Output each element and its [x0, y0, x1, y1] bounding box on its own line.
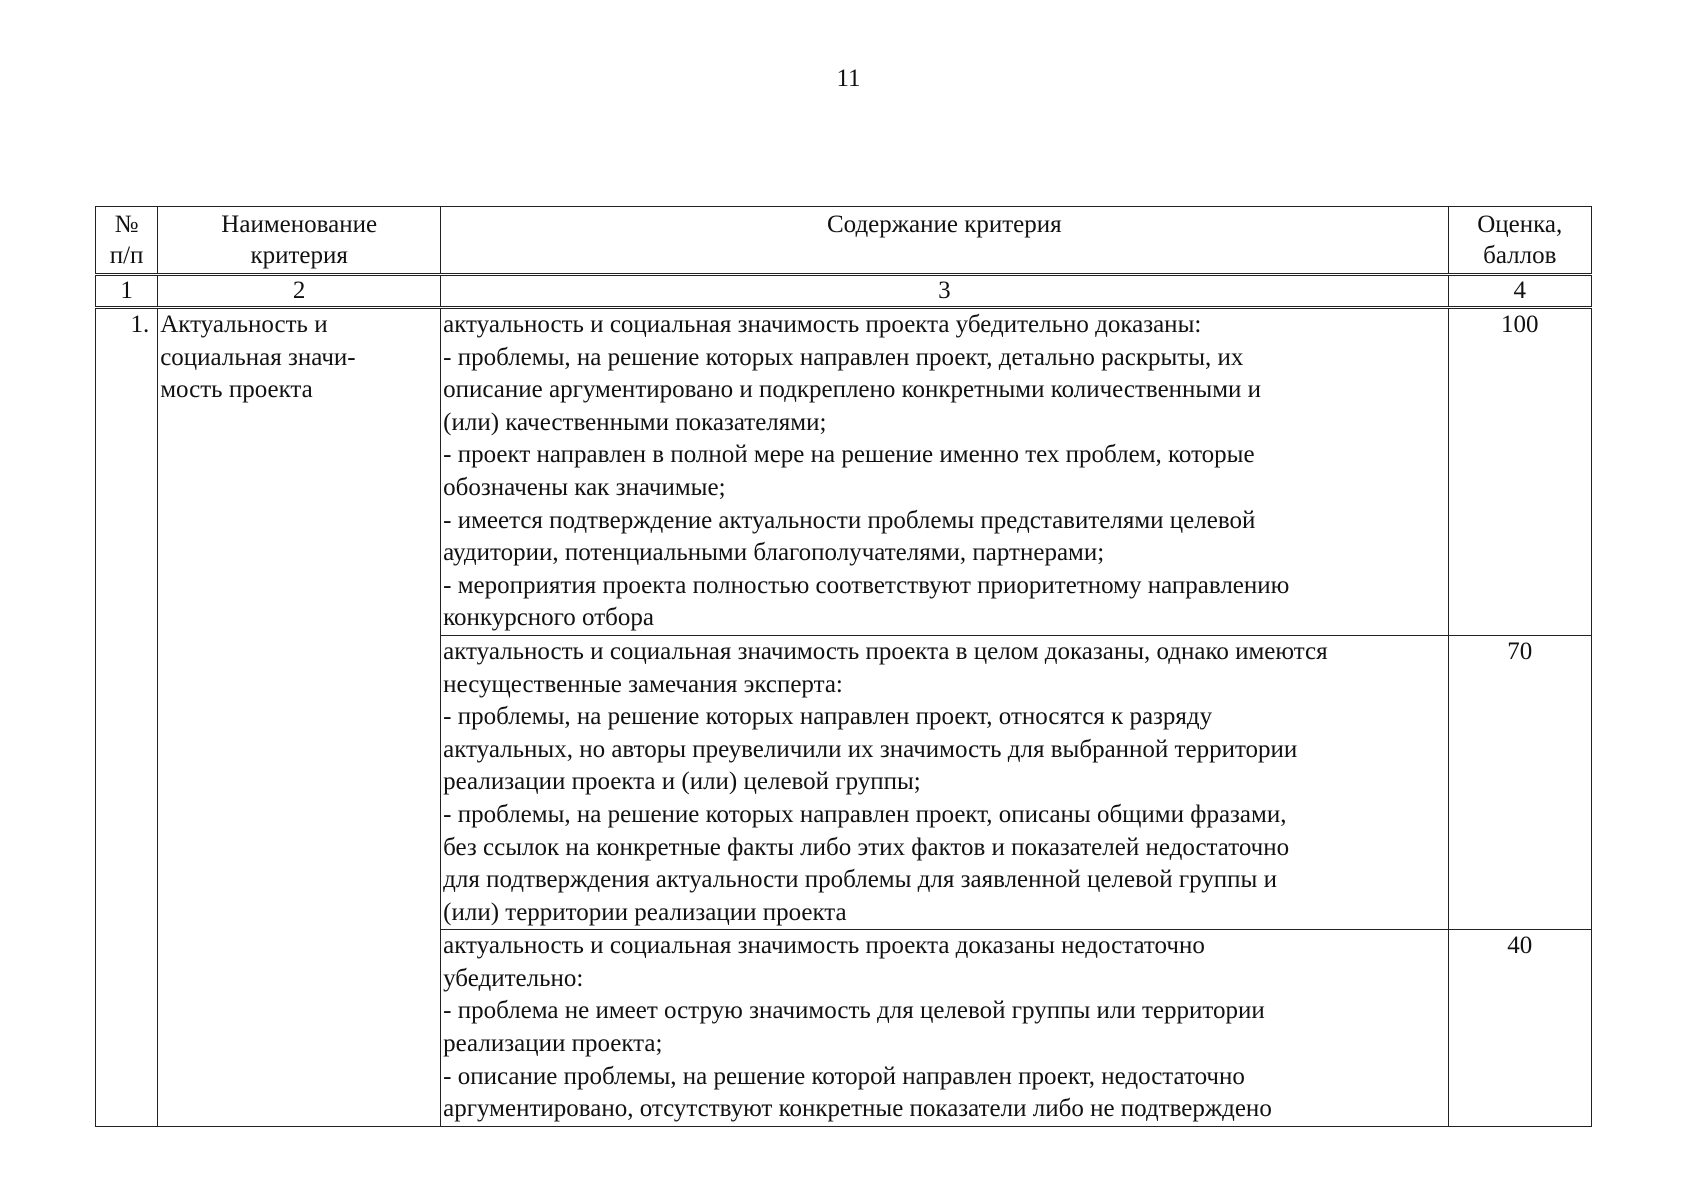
content-line: - проект направлен в полной мере на решение именно тех проблем, которые — [443, 441, 1255, 469]
content-line: - проблемы, на решение которых направлен проект, описаны общими фразами, — [443, 800, 1287, 828]
content-line: для подтверждения актуальности проблемы для заявленной целевой группы и — [443, 866, 1277, 894]
header-score-line: Оценка, — [1477, 211, 1563, 238]
criterion-content-100 — [441, 308, 1448, 636]
column-index-row — [96, 275, 1592, 308]
criteria-table — [95, 206, 1592, 1127]
content-line: (или) территории реализации проекта — [443, 898, 847, 926]
content-line: без ссылок на конкретные факты либо этих фактов и показателей недостаточно — [443, 833, 1290, 861]
criterion-name-line: Актуальность и — [160, 311, 328, 338]
content-line: конкурсного отбора — [443, 604, 654, 632]
content-line: актуальность и социальная значимость проекта доказаны недостаточно — [443, 932, 1205, 960]
content-line: несущественные замечания эксперта: — [443, 670, 843, 698]
criterion-content-70 — [441, 635, 1448, 929]
column-index: 4 — [1448, 275, 1592, 308]
header-num-line: № — [114, 211, 139, 238]
header-name-line: Наименование — [221, 211, 378, 238]
content-line: - проблемы, на решение которых направлен проект, относятся к разряду — [443, 703, 1213, 731]
content-line: (или) качественными показателями; — [443, 408, 827, 436]
header-content-line: Содержание критерия — [826, 211, 1062, 238]
criterion-name-line: социальная значи- — [160, 343, 356, 371]
page-number: 11 — [836, 65, 861, 92]
content-line: аудитории, потенциальными благополучателями, партнерами; — [443, 539, 1105, 567]
content-line: обозначены как значимые; — [443, 473, 726, 501]
criterion-content-40 — [441, 930, 1448, 1127]
content-line: - имеется подтверждение актуальности проблемы представителями целевой — [443, 506, 1256, 534]
column-index: 3 — [441, 275, 1448, 308]
content-line: описание аргументировано и подкреплено конкретными количественными и — [443, 376, 1262, 404]
content-line: актуальность и социальная значимость проекта в целом доказаны, однако имеются — [443, 637, 1328, 665]
criterion-name — [158, 308, 441, 1127]
criterion-number: 1. — [96, 308, 158, 1127]
content-line: актуальность и социальная значимость проекта убедительно доказаны: — [443, 311, 1202, 338]
header-content — [441, 207, 1448, 275]
content-line: аргументировано, отсутствуют конкретные показатели либо не подтверждено — [443, 1095, 1272, 1123]
content-line: - проблемы, на решение которых направлен проект, детально раскрыты, их — [443, 343, 1244, 371]
content-line: актуальных, но авторы преувеличили их значимость для выбранной территории — [443, 735, 1298, 763]
content-line: реализации проекта и (или) целевой группы; — [443, 768, 921, 796]
content-line: реализации проекта; — [443, 1030, 663, 1058]
content-line: - описание проблемы, на решение которой направлен проект, недостаточно — [443, 1062, 1245, 1090]
content-line: - проблема не имеет острую значимость для целевой группы или территории — [443, 997, 1265, 1025]
table-row — [96, 308, 1592, 636]
criterion-name-line: мость проекта — [160, 376, 313, 404]
header-name — [158, 207, 441, 275]
score-value: 100 — [1448, 308, 1592, 636]
table-header-row — [96, 207, 1592, 275]
content-line: убедительно: — [443, 964, 584, 992]
header-num — [96, 207, 158, 275]
header-name-line: критерия — [250, 242, 348, 269]
header-score — [1448, 207, 1592, 275]
column-index: 2 — [158, 275, 441, 308]
column-index: 1 — [96, 275, 158, 308]
header-num-line: п/п — [109, 242, 144, 269]
content-line: - мероприятия проекта полностью соответствуют приоритетному направлению — [443, 571, 1290, 599]
score-value: 40 — [1448, 930, 1592, 1127]
header-score-line: баллов — [1483, 242, 1557, 269]
score-value: 70 — [1448, 635, 1592, 929]
